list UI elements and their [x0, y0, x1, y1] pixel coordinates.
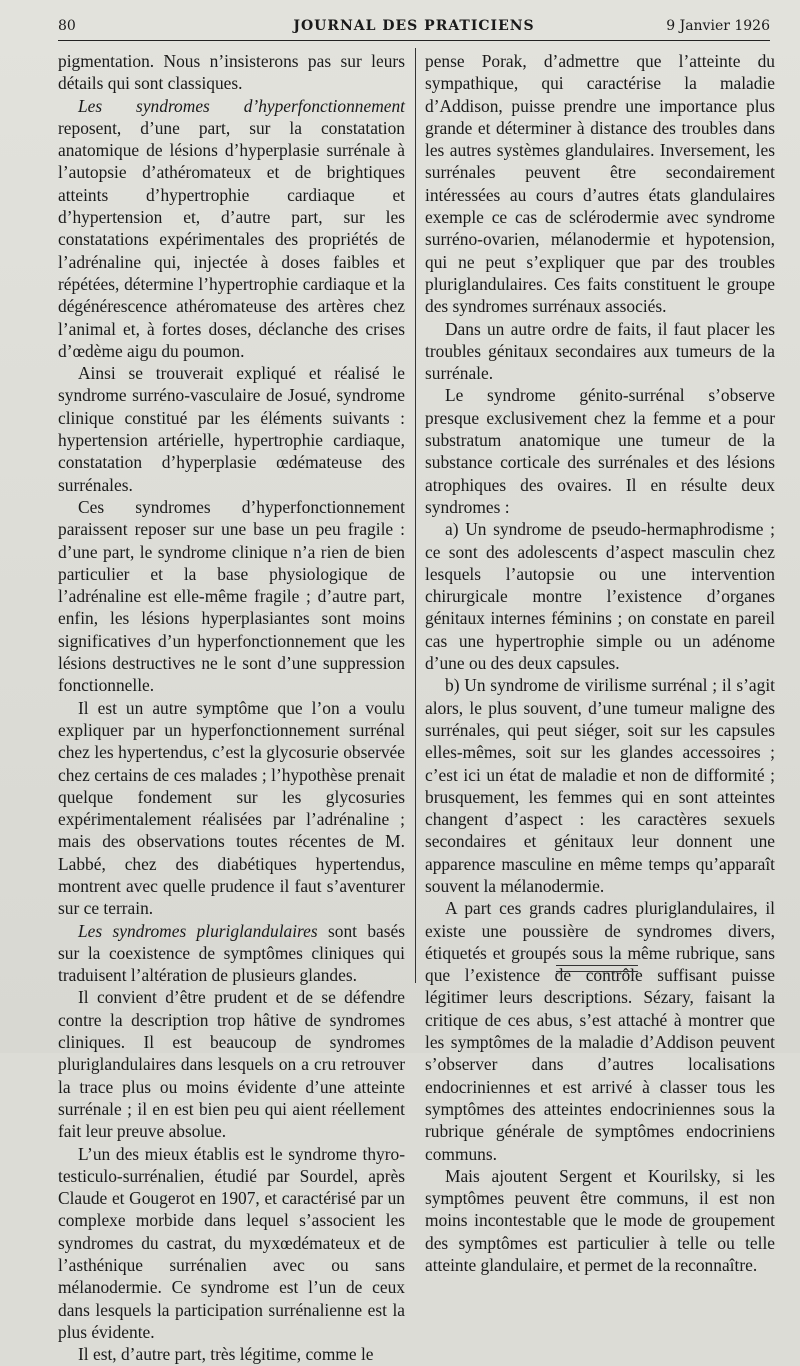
paragraph: [425, 50, 775, 318]
paragraph-text: reposent, d’une part, sur la constatation anatomique de lésions d’hyperplasie surrénale à l’autopsie d’athéromateux et de brightiques atteints d’hypertrophie cardiaque et d’hypertension et, d’autre part, sur les constatations expérimentales des propriétés de l’adrénaline qui, injectée à doses faibles et répétées, détermine l’hypertrophie cardiaque et la dégénérescence athéromateuse des artères chez l’animal et, à fortes doses, déclanche des crises d’œdème aigu du poumon.: [58, 117, 405, 361]
paragraph: [58, 95, 405, 363]
paragraph: [425, 384, 775, 518]
paragraph-text: A part ces grands cadres pluriglandulaires, il existe une poussière de syndromes divers, étiquetés et groupés sous la même rubrique, sans que l’existence de contrôle suffisant puisse légitimer leurs descriptions. Sézary, faisant la critique de ces abus, s’est attaché à montrer que les symptômes de la maladie d’Addison peuvent s’observer dans d’autres localisations endocriniennes et est arrivé à classer tous les symptômes des atteintes endocriniennes sous la rubrique générale de symptômes endocriniens communs.: [425, 898, 775, 1164]
paragraph-text: Il convient d’être prudent et de se défendre contre la description trop hâtive de syndromes cliniques. Il est beaucoup de syndromes pluriglandulaires dans lesquels on a cru retrouver la trace plus ou moins évidente d’une atteinte surrénale ; il en est bien peu qui aient réellement fait leur preuve absolue.: [58, 987, 405, 1142]
section-lead: Les syndromes pluriglandulaires: [78, 920, 318, 941]
issue-date: 9 Janvier 1926: [666, 18, 770, 34]
paragraph: [58, 986, 405, 1142]
paragraph-text: Mais ajoutent Sergent et Kourilsky, si les symptômes peuvent être communs, il est non moins incontestable que le mode de groupement des symptômes est particulier à telle ou telle atteinte glandulaire, et permet de la reconnaître.: [425, 1165, 775, 1276]
paragraph-text: pigmentation. Nous n’insisterons pas sur leurs détails qui sont classiques.: [58, 51, 405, 94]
paragraph: [58, 50, 405, 95]
paragraph-text: a) Un syndrome de pseudo-hermaphrodisme ; ce sont des adolescents d’aspect masculin chez lesquels l’autopsie ou une intervention chirurgicale montre l’existence d’organes génitaux internes féminins ; on constate en pareil cas une hypertrophie simple ou un adénome d’une ou des deux capsules.: [425, 519, 775, 674]
paragraph: [425, 318, 775, 385]
paragraph: [58, 1143, 405, 1344]
paragraph: [58, 362, 405, 496]
paragraph-text: b) Un syndrome de virilisme surrénal ; il s’agit alors, le plus souvent, d’une tumeur maligne des surrénales, qui peut siéger, soit sur les capsules elles-mêmes, soit sur les glandes accessoires ; c’est ici un état de maladie et non de difformité ; brusquement, les femmes qui en sont atteintes changent d’aspect : les caractères sexuels secondaires et génitaux leur donnent une apparence masculine en même temps qu’apparaît souvent la mélanodermie.: [425, 675, 775, 896]
column-separator: [415, 48, 416, 983]
paragraph: [425, 674, 775, 897]
right-column: [425, 50, 775, 1276]
journal-title: JOURNAL DES PRATICIENS: [293, 18, 535, 34]
paragraph: [58, 1343, 405, 1365]
paragraph-text: Dans un autre ordre de faits, il faut placer les troubles génitaux secondaires aux tumeurs de la surrénale.: [425, 318, 775, 384]
page-number: 80: [58, 18, 76, 34]
paragraph-text: Ces syndromes d’hyperfonctionnement paraissent reposer sur une base un peu fragile : d’une part, le syndrome clinique n’a rien de bien particulier et la base physiologique de l’adrénaline est elle-même fragile ; d’autre part, enfin, les lésions hyperplasiantes sont moins significatives d’un hyperfonctionnement que les lésions destructives ne le sont d’une suppression fonctionnelle.: [58, 496, 405, 696]
left-column: [58, 50, 405, 1366]
section-lead: Les syndromes d’hyperfonctionnement: [78, 95, 405, 116]
paragraph-text: pense Porak, d’admettre que l’atteinte du sympathique, qui caractérise la maladie d’Addison, puisse prendre une importance plus grande et déterminer à distance des troubles dans les autres systèmes glandulaires. Inversement, les surrénales peuvent être secondairement intéressées au cours d’autres états glandulaires exemple ce cas de sclérodermie avec syndrome surréno-ovarien, mélanodermie et hypotension, qui ne peut s’expliquer que par des troubles pluriglandulaires. Ces faits constituent le groupe des syndromes surrénaux associés.: [425, 51, 775, 317]
paragraph-text: L’un des mieux établis est le syndrome thyro-testiculo-surrénalien, étudié par Sourdel, après Claude et Gougerot en 1907, et caractérisé par un complexe morbide dans lequel s’associent les syndromes du castrat, du myxœdémateux et de l’asthénique surrénalien avec ou sans mélanodermie. Ce syndrome est l’un de ceux dans lesquels la participation surrénalienne est la plus évidente.: [58, 1143, 405, 1342]
paragraph-text: Ainsi se trouverait expliqué et réalisé le syndrome surréno-vasculaire de Josué, syndrome clinique constitué par les éléments suivants : hypertension artérielle, hypertrophie cardiaque, constatation d’hyperplasie œdémateuse des surrénales.: [58, 363, 405, 495]
paragraph: [425, 518, 775, 674]
paragraph-text: Il est, d’autre part, très légitime, comme le: [78, 1344, 374, 1365]
paragraph-text: sont basés sur la coexistence de symptômes cliniques qui traduisent l’altération de plusieurs glandes.: [58, 920, 405, 986]
paragraph: [58, 496, 405, 697]
paragraph: [425, 1165, 775, 1276]
header-rule: [58, 40, 770, 41]
paragraph-text: Le syndrome génito-surrénal s’observe presque exclusivement chez la femme et a pour substratum anatomique une tumeur de la substance corticale des surrénales et des lésions atrophiques des ovaires. Il en résulte deux syndromes :: [425, 385, 775, 517]
paragraph: [58, 920, 405, 987]
paragraph: [58, 697, 405, 920]
paragraph-text: Il est un autre symptôme que l’on a voulu expliquer par un hyperfonctionnement surrénal chez les hypertendus, c’est la glycosurie observée chez certains de ces malades ; l’hypothèse prenait quelque fondement sur les glycosuries expérimentalement réalisées par l’adrénaline ; mais des observations toutes récentes de M. Labbé, chez des diabétiques hypertendus, montrent avec quelle prudence il faut s’aventurer sur ce terrain.: [58, 697, 405, 919]
end-ornament-rule: [556, 965, 638, 972]
page-header: [58, 16, 770, 40]
paragraph: [425, 897, 775, 1165]
